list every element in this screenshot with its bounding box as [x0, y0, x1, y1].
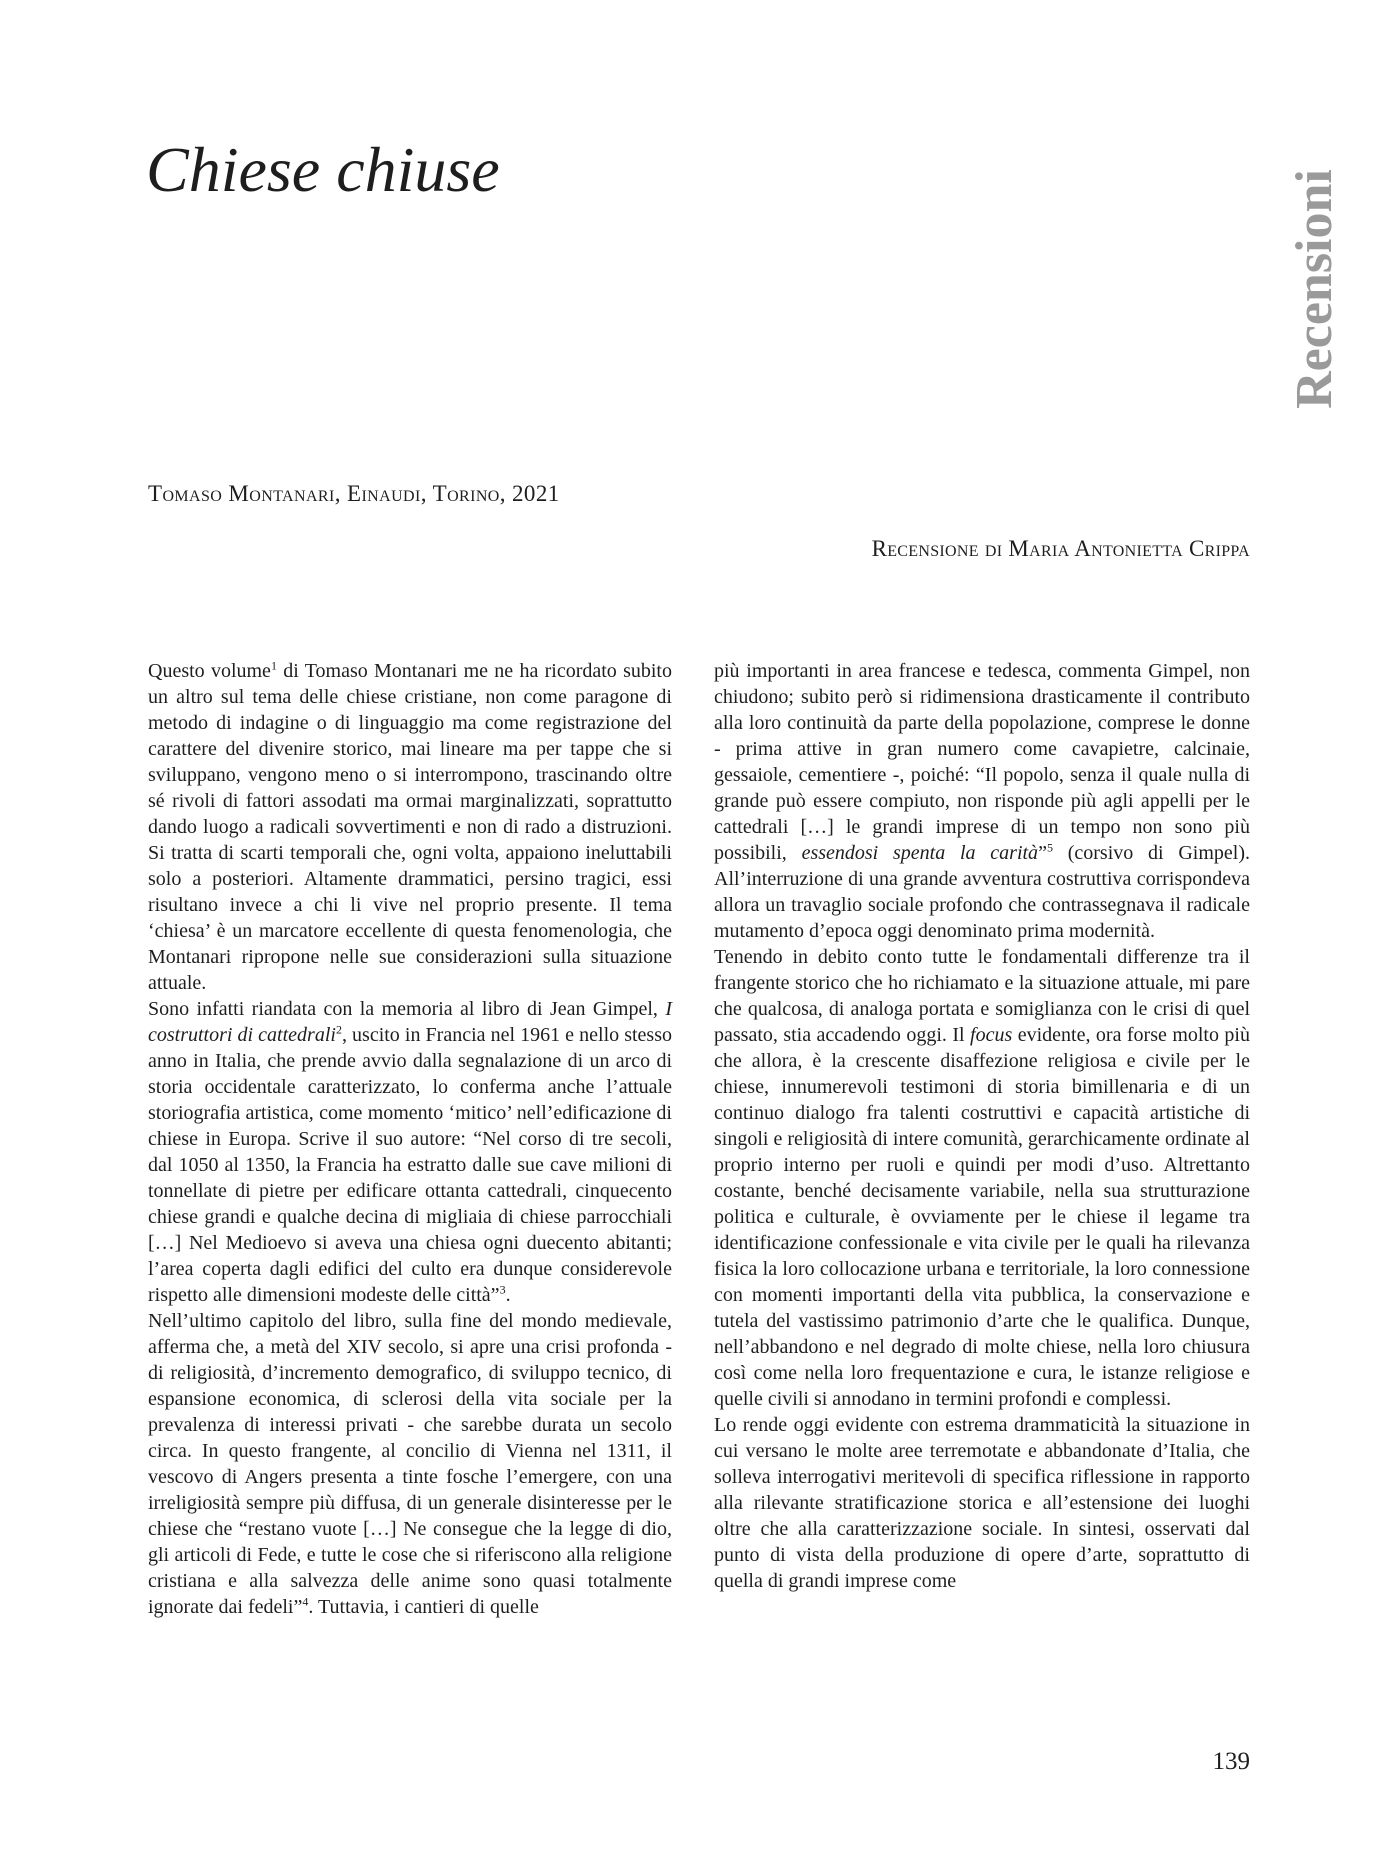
- text-run: Sono infatti riandata con la memoria al libro di Jean Gimpel,: [148, 998, 666, 1020]
- text-run: Questo volume: [148, 660, 271, 682]
- book-reference: Tomaso Montanari, Einaudi, Torino, 2021: [148, 481, 560, 506]
- footnote-marker: 2: [335, 1022, 342, 1037]
- footnote-marker: 4: [302, 1594, 309, 1609]
- text-run: Tenendo in debito conto tutte le fondamentali differenze tra il frangente storico che ho richiamato e la situazione attuale, mi pare che qualcosa, di analoga portata e somiglianza con le crisi di quel passato, stia accadendo oggi. Il: [714, 946, 1250, 1046]
- paragraph: [714, 944, 1250, 1412]
- paragraph: [148, 996, 672, 1308]
- paragraph: [148, 1308, 672, 1620]
- text-run: . Tuttavia, i cantieri di quelle: [308, 1596, 539, 1618]
- text-run: essendosi spenta la carità: [801, 842, 1039, 864]
- text-run: ”: [1038, 842, 1047, 864]
- footnote-marker: 5: [1046, 840, 1053, 855]
- text-run: Nell’ultimo capitolo del libro, sulla fine del mondo medievale, afferma che, a metà del XIV secolo, si apre una crisi profonda - di religiosità, d’incremento demografico, di sviluppo tecnico, di espansione economica, di sclerosi della vita sociale per la prevalenza di interessi privati - che sarebbe durata un secolo circa. In questo frangente, al concilio di Vienna nel 1311, il vescovo di Angers presenta a tinte fosche l’emergere, con una irreligiosità sempre più diffusa, di un generale disinteresse per le chiese che “restano vuote […] Ne consegue che la legge di dio, gli articoli di Fede, e tutte le cose che si riferiscono alla religione cristiana e alla salvezza delle anime sono quasi totalmente ignorate dai fedeli”: [148, 1310, 672, 1618]
- text-run: focus: [970, 1024, 1013, 1046]
- text-run: (corsivo di Gimpel). All’interruzione di una grande avventura costruttiva corrispondeva allora un travaglio sociale profondo che contrassegnava il radicale mutamento d’epoca oggi denominato prima modernità.: [714, 842, 1250, 942]
- footnote-marker: 3: [499, 1282, 506, 1297]
- paragraph: [714, 658, 1250, 944]
- text-run: I costruttori di cattedrali: [148, 998, 672, 1046]
- text-run: evidente, ora forse molto più che allora, è la crescente disaffezione religiosa e civile per le chiese, innumerevoli testimoni di storia bimillenaria e di un continuo dialogo fra talenti costruttivi e capacità artistiche di singoli e religiosità di intere comunità, gerarchicamente ordinate al proprio interno per ruoli e quindi per modi d’uso. Altrettanto costante, benché decisamente variabile, nella sua strutturazione politica e culturale, è ovviamente per le chiese il legame tra identificazione confessionale e vita civile per le quali ha rilevanza fisica la loro collocazione urbana e territoriale, la loro connessione con momenti importanti della vita pubblica, la conservazione e tutela del vastissimo patrimonio d’arte che le qualifica. Dunque, nell’abbandono e nel degrado di molte chiese, nella loro chiusura così come nella loro frequentazione e cura, le istanze religiose e quelle civili si annodano in termini profondi e complessi.: [714, 1024, 1250, 1410]
- section-label: Recensioni: [1286, 169, 1343, 409]
- article-title: Chiese chiuse: [146, 134, 500, 205]
- text-run: , uscito in Francia nel 1961 e nello stesso anno in Italia, che prende avvio dalla segnalazione di un arco di storia occidentale caratterizzato, lo conferma anche l’attuale storiografia artistica, come momento ‘mitico’ nell’edificazione di chiese in Europa. Scrive il suo autore: “Nel corso di tre secoli, dal 1050 al 1350, la Francia ha estratto dalle sue cave milioni di tonnellate di pietre per edificare ottanta cattedrali, cinquecento chiese grandi e qualche decina di migliaia di chiese parrocchiali […] Nel Medioevo si aveva una chiesa ogni duecento abitanti; l’area coperta dagli edifici del culto era dunque considerevole rispetto alle dimensioni modeste delle città”: [148, 1024, 673, 1306]
- text-run: di Tomaso Montanari me ne ha ricordato subito un altro sul tema delle chiese cristiane, non come paragone di metodo di indagine o di linguaggio ma come registrazione del carattere del divenire storico, mai lineare ma per tappe che si sviluppano, vengono meno o si interrompono, trascinando oltre sé rivoli di fattori assodati ma ormai marginalizzati, soprattutto dando luogo a radicali sovvertimenti e non di rado a distruzioni. Si tratta di scarti temporali che, ogni volta, appaiono ineluttabili solo a posteriori. Altamente drammatici, persino tragici, essi risultano invece a chi li vive nel proprio presente. Il tema ‘chiesa’ è un marcatore eccellente di questa fenomenologia, che Montanari ripropone nelle sue considerazioni sulla situazione attuale.: [148, 660, 672, 994]
- text-column-right: [714, 658, 1250, 1594]
- review-byline: Recensione di Maria Antonietta Crippa: [871, 536, 1250, 561]
- footnote-marker: 1: [270, 658, 277, 673]
- paragraph: [148, 658, 672, 996]
- text-run: .: [505, 1284, 511, 1306]
- text-run: Lo rende oggi evidente con estrema drammaticità la situazione in cui versano le molte aree terremotate e abbandonate d’Italia, che solleva interrogativi meritevoli di specifica riflessione in rapporto alla rilevante stratificazione storica e all’estensione dei luoghi oltre che alla caratterizzazione sociale. In sintesi, osservati dal punto di vista della produzione di opere d’arte, soprattutto di quella di grandi imprese come: [714, 1414, 1250, 1592]
- paragraph: [714, 1412, 1250, 1594]
- text-run: più importanti in area francese e tedesca, commenta Gimpel, non chiudono; subito però si ridimensiona drasticamente il contributo alla loro continuità da parte della popolazione, comprese le donne - prima attive in gran numero come cavapietre, calcinaie, gessaiole, cementiere -, poiché: “Il popolo, senza il quale nulla di grande può essere compiuto, non risponde più agli appelli per le cattedrali […] le grandi imprese di un tempo non sono più possibili,: [714, 660, 1250, 864]
- text-column-left: [148, 658, 672, 1620]
- page-number: 139: [1212, 1748, 1250, 1775]
